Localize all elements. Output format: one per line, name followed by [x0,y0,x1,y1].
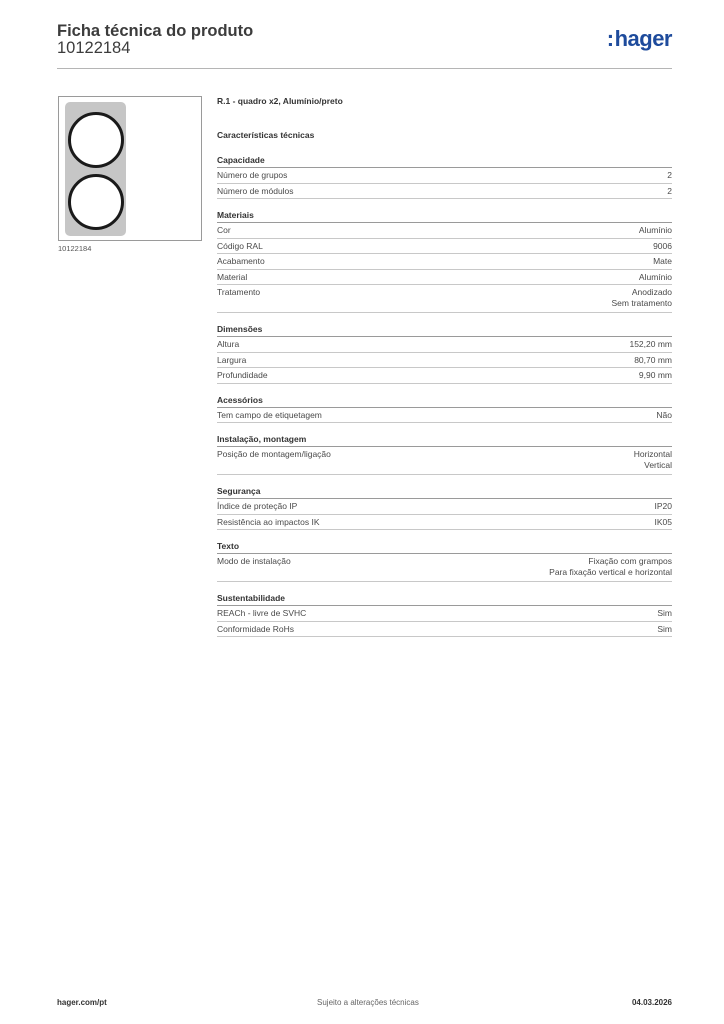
section-heading: Dimensões [217,324,672,337]
frame-opening-top [68,112,124,168]
spec-value-line: Não [656,409,672,420]
spec-row [217,223,672,239]
section-heading: Capacidade [217,155,672,168]
page-header [57,20,672,70]
logo-dots-icon: : [606,26,614,51]
spec-label: Altura [217,339,240,349]
header-divider [57,68,672,69]
spec-value-line: Alumínio [638,271,672,282]
spec-value-line: Sim [657,623,672,634]
spec-content [217,96,672,637]
spec-value-line: 152,20 mm [629,339,672,349]
spec-value-line: Fixação com grampos [588,556,672,566]
section-heading: Texto [217,541,672,554]
spec-section [217,434,672,475]
spec-label: REACh - livre de SVHC [217,608,307,618]
footer-notice: Sujeito a alterações técnicas [317,998,419,1007]
spec-value [639,225,672,236]
spec-value [634,449,672,470]
spec-section [217,593,672,637]
spec-label: Acabamento [217,256,265,266]
section-heading: Acessórios [217,395,672,408]
spec-label: Material [217,271,248,282]
spec-row [217,270,672,286]
spec-row [217,353,672,369]
spec-row [217,622,672,638]
spec-row [217,499,672,515]
spec-value [634,355,672,366]
spec-value-line: 80,70 mm [634,354,672,365]
spec-value-line: IK05 [654,516,672,527]
spec-value [549,556,672,577]
spec-value-line: Alumínio [638,225,672,235]
spec-section [217,210,672,313]
spec-value [653,241,672,252]
spec-value [655,517,673,528]
spec-row [217,337,672,353]
section-heading: Sustentabilidade [217,593,672,606]
page-title: Ficha técnica do produto [57,22,254,40]
spec-section [217,541,672,582]
characteristics-title: Características técnicas [217,130,315,140]
spec-row [217,447,672,475]
spec-value-line: 2 [667,185,672,196]
spec-value-line: Sim [657,608,672,618]
spec-section [217,395,672,424]
spec-value-line: 9006 [653,240,672,251]
spec-row [217,184,672,200]
spec-label: Número de grupos [217,170,288,180]
spec-row [217,606,672,622]
spec-value [667,186,672,197]
product-image [58,96,202,241]
spec-value [657,608,672,619]
spec-value-line: Sem tratamento [611,297,672,308]
spec-value-line: 9,90 mm [638,370,672,380]
spec-value [655,501,673,512]
spec-row [217,408,672,424]
spec-label: Tratamento [217,287,261,297]
spec-row [217,254,672,270]
spec-row [217,515,672,531]
spec-value-line: Para fixação vertical e horizontal [549,566,672,577]
spec-section [217,155,672,199]
spec-value-line: IP20 [654,501,672,511]
spec-section [217,324,672,384]
image-caption: 10122184 [58,244,92,253]
spec-value [653,256,672,267]
spec-value [639,272,672,283]
spec-label: Índice de proteção IP [217,501,298,511]
spec-label: Modo de instalação [217,556,291,566]
product-number: 10122184 [57,39,131,57]
spec-row [217,239,672,255]
spec-value [629,339,672,350]
section-heading: Segurança [217,486,672,499]
spec-label: Largura [217,354,247,365]
frame-opening-bottom [68,174,124,230]
spec-value [656,410,672,421]
spec-row [217,168,672,184]
logo-text: hager [614,26,672,51]
spec-value-line: Anodizado [631,287,672,297]
footer-date: 04.03.2026 [631,998,672,1007]
spec-row [217,368,672,384]
spec-value-line: Horizontal [633,449,672,459]
spec-label: Tem campo de etiquetagem [217,409,322,420]
spec-label: Resistência ao impactos IK [217,516,320,527]
section-heading: Materiais [217,210,672,223]
spec-label: Conformidade RoHs [217,623,295,634]
spec-value [657,624,672,635]
spec-value-line: Mate [653,256,672,266]
spec-label: Posição de montagem/ligação [217,449,331,459]
spec-label: Número de módulos [217,185,294,196]
spec-sections [217,155,672,637]
spec-value [639,370,672,381]
frame-plate-icon [65,102,126,236]
section-heading: Instalação, montagem [217,434,672,447]
spec-label: Profundidade [217,370,268,380]
hager-logo [607,26,672,52]
spec-value-line: 2 [667,170,672,180]
spec-row [217,554,672,582]
product-name: R.1 - quadro x2, Alumínio/preto [217,96,343,106]
spec-label: Cor [217,225,231,235]
spec-value [667,170,672,181]
spec-section [217,486,672,530]
spec-row [217,285,672,313]
spec-value [612,287,672,308]
spec-label: Código RAL [217,240,263,251]
footer-website: hager.com/pt [57,998,107,1007]
spec-value-line: Vertical [644,459,672,470]
